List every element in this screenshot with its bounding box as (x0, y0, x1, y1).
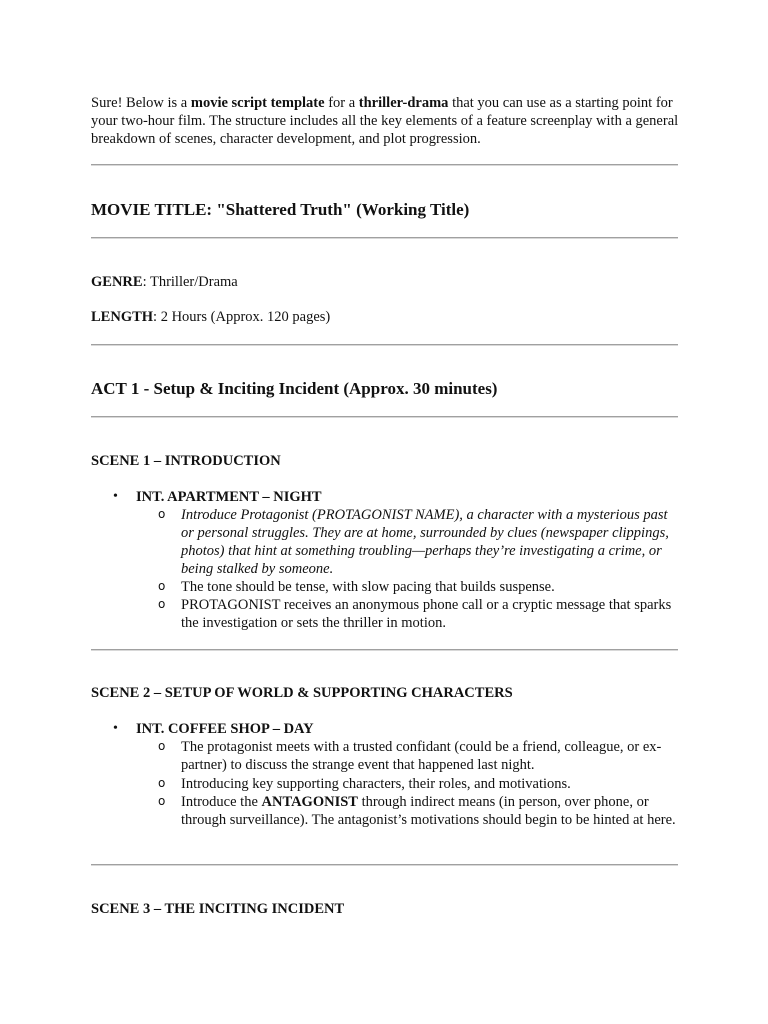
scene2-item3-pre: Introduce the (181, 794, 262, 810)
genre-value: : Thriller/Drama (142, 274, 238, 290)
scene1-location: INT. APARTMENT – NIGHT (136, 489, 322, 505)
scene2-location: INT. COFFEE SHOP – DAY (136, 721, 314, 737)
scene2-item1-text: The protagonist meets with a trusted confidant (could be a friend, colleague, or ex-partner) to discuss the strange event that happened last night. (181, 739, 662, 773)
scene2-item3-text (181, 793, 678, 829)
scene1-sub-item-2 (158, 578, 678, 596)
genre-line (91, 273, 681, 291)
length-line (91, 308, 681, 326)
sub-bullet-icon: o (158, 597, 166, 611)
divider (91, 344, 678, 346)
sub-bullet-icon: o (158, 794, 166, 808)
act1-heading: ACT 1 - Setup & Inciting Incident (Approx. 30 minutes) (91, 379, 498, 398)
scene1-item3-text: PROTAGONIST receives an anonymous phone call or a cryptic message that sparks the investigation or sets the thriller in motion. (181, 597, 672, 631)
length-value: : 2 Hours (Approx. 120 pages) (153, 309, 331, 325)
scene3-heading: SCENE 3 – THE INCITING INCIDENT (91, 901, 345, 917)
scene1-sub-item-3 (158, 596, 678, 632)
divider (91, 416, 678, 418)
scene1-sub-item-1 (158, 506, 678, 578)
bullet-icon: • (113, 489, 118, 504)
intro-bold-template: movie script template (190, 95, 325, 111)
length-label: LENGTH (91, 309, 154, 325)
bullet-icon: • (113, 721, 118, 736)
scene2-item3-post: through indirect means (in person, over phone, or through surveillance). The antagonist’s motivations should begin to be hinted at here. (181, 794, 676, 828)
sub-bullet-icon: o (158, 776, 166, 790)
scene2-sub-item-3 (158, 793, 678, 829)
scene2-item2-text: Introducing key supporting characters, their roles, and motivations. (181, 776, 571, 792)
scene2-sub-item-1 (158, 738, 678, 774)
movie-title: MOVIE TITLE: "Shattered Truth" (Working Title) (91, 200, 470, 219)
scene2-heading: SCENE 2 – SETUP OF WORLD & SUPPORTING CHARACTERS (91, 685, 513, 701)
scene2-sub-item-2 (158, 775, 678, 793)
scene1-item2-text: The tone should be tense, with slow pacing that builds suspense. (181, 579, 555, 595)
divider (91, 237, 678, 239)
intro-text-3: that you can use as a starting point for your two-hour film. The structure includes all the key elements of a feature screenplay with a general breakdown of scenes, character development, and plot progression. (91, 95, 679, 147)
divider (91, 164, 678, 166)
scene1-item1-text: Introduce Protagonist (PROTAGONIST NAME), a character with a mysterious past or personal struggles. They are at home, surrounded by clues (newspaper clippings, photos) that hint at something troubling—perhaps they’re investigating a crime, or being stalked by someone. (181, 507, 669, 577)
scene2-item3-antagonist: ANTAGONIST (261, 794, 358, 810)
scene1-heading: SCENE 1 – INTRODUCTION (91, 453, 281, 469)
sub-bullet-icon: o (158, 507, 166, 521)
sub-bullet-icon: o (158, 579, 166, 593)
sub-bullet-icon: o (158, 739, 166, 753)
intro-text-2: for a (324, 95, 359, 111)
intro-paragraph (91, 94, 681, 148)
divider (91, 864, 678, 866)
divider (91, 649, 678, 651)
intro-bold-genre: thriller-drama (358, 95, 449, 111)
genre-label: GENRE (91, 274, 143, 290)
intro-text-1: Sure! Below is a (91, 95, 191, 111)
